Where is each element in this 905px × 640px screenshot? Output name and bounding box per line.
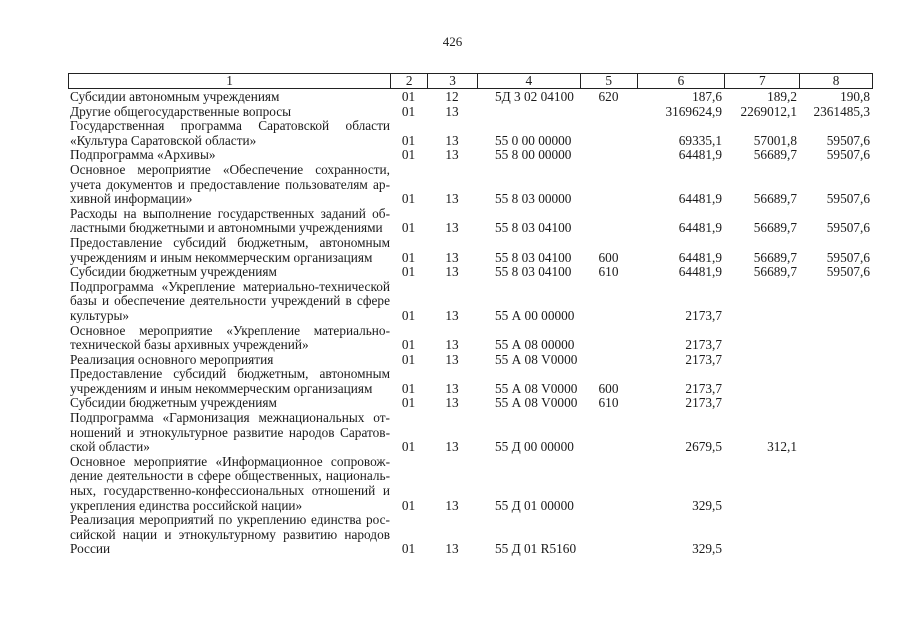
table-row [68, 105, 873, 120]
target-article-code: 55 Д 01 00000 [495, 497, 574, 513]
row-name-line: Субсидии бюджетным учреждениям [70, 265, 277, 280]
row-name-line: Подпрограмма «Архивы» [70, 148, 216, 163]
amount-year-1: 187,6 [692, 89, 722, 104]
row-name-line: ской области» [70, 440, 150, 455]
header-col-6: 6 [637, 74, 725, 88]
row-name-line: базы и обеспечение деятельности учреждений в сфере [70, 294, 390, 309]
expense-type-code: 610 [598, 395, 619, 411]
amount-year-1: 69335,1 [678, 132, 722, 148]
row-name-line: Другие общегосударственные вопросы [70, 104, 292, 119]
row-name [68, 119, 390, 148]
section-code: 01 [401, 380, 416, 396]
row-name-line: сийской нации и этнокультурному развитию народов [70, 527, 390, 542]
row-name-line: Основное мероприятие «Обеспечение сохранности, [70, 162, 390, 177]
amount-year-3: 59507,6 [826, 191, 870, 207]
amount-year-1: 2173,7 [685, 351, 722, 367]
amount-year-1: 2173,7 [685, 380, 722, 396]
section-code: 01 [401, 89, 416, 104]
header-col-5: 5 [580, 74, 637, 88]
table-row [68, 265, 873, 280]
row-name-line: дение деятельности в сфере общественных, националь- [70, 469, 390, 484]
amount-year-1: 329,5 [692, 497, 722, 513]
subsection-code: 13 [445, 395, 459, 411]
subsection-code: 13 [445, 541, 459, 557]
header-col-4: 4 [477, 74, 580, 88]
amount-year-3: 190,8 [840, 89, 870, 104]
row-name [68, 324, 390, 353]
row-name [68, 105, 390, 120]
target-article-code: 55 А 08 00000 [495, 337, 575, 353]
row-name-line: укрепления единства российской нации» [70, 498, 303, 513]
row-name-line: Субсидии автономным учреждениям [70, 90, 280, 104]
target-article-code: 55 8 00 00000 [495, 147, 572, 163]
amount-year-1: 2679,5 [685, 439, 722, 455]
section-code: 01 [401, 541, 416, 557]
target-article-code: 55 Д 01 R5160 [495, 541, 577, 557]
target-article-code: 55 Д 00 00000 [495, 439, 574, 455]
page-number: 426 [442, 34, 463, 49]
expense-type-code: 610 [598, 264, 619, 280]
row-name [68, 163, 390, 207]
section-code: 01 [401, 147, 416, 163]
amount-year-1: 2173,7 [685, 395, 722, 411]
header-col-3: 3 [427, 74, 477, 88]
section-code: 01 [401, 395, 416, 411]
row-name [68, 455, 390, 513]
target-article-code: 55 8 03 04100 [495, 220, 572, 236]
amount-year-3: 59507,6 [826, 147, 870, 163]
subsection-code: 13 [445, 249, 459, 265]
table-row [68, 396, 873, 411]
row-name [68, 148, 390, 163]
row-name-line: «Культура Саратовской области» [70, 133, 257, 148]
subsection-code: 13 [445, 191, 459, 207]
subsection-code: 13 [445, 497, 459, 513]
table-row [68, 353, 873, 368]
table-row [68, 207, 873, 236]
row-name-line: учреждениям и иным некоммерческим организациям [70, 250, 373, 265]
target-article-code: 55 8 03 04100 [495, 264, 572, 280]
row-name-line: Предоставление субсидий бюджетным, автономным [70, 367, 390, 382]
row-name-line: Реализация основного мероприятия [70, 352, 274, 367]
section-code: 01 [401, 351, 416, 367]
row-name [68, 207, 390, 236]
header-col-8: 8 [799, 74, 872, 88]
section-code: 01 [401, 497, 416, 513]
section-code: 01 [401, 103, 416, 119]
table-header [68, 73, 873, 89]
header-col-7: 7 [724, 74, 799, 88]
amount-year-2: 189,2 [767, 89, 797, 104]
row-name-line: хивной информации» [70, 192, 193, 207]
section-code: 01 [401, 249, 416, 265]
row-name-line: Расходы на выполнение государственных заданий об- [70, 206, 390, 221]
row-name-line: ношений и этнокультурное развитие народов Саратов- [70, 425, 390, 440]
row-name-line: Государственная программа Саратовской области [70, 119, 390, 134]
row-name [68, 90, 390, 105]
row-name-line: Предоставление субсидий бюджетным, автономным [70, 235, 390, 250]
row-name-line: Реализация мероприятий по укреплению единства рос- [70, 513, 390, 528]
amount-year-2: 56689,7 [753, 264, 797, 280]
subsection-code: 13 [445, 264, 459, 280]
expense-type-code: 620 [598, 89, 619, 104]
row-name [68, 513, 390, 557]
amount-year-1: 3169624,9 [665, 103, 722, 119]
budget-table [68, 73, 873, 557]
table-body [68, 90, 873, 557]
header-col-1: 1 [226, 73, 233, 88]
section-code: 01 [401, 307, 416, 323]
amount-year-1: 64481,9 [678, 249, 722, 265]
amount-year-3: 59507,6 [826, 132, 870, 148]
target-article-code: 55 А 08 V0000 [495, 351, 578, 367]
expense-type-code: 600 [598, 380, 619, 396]
row-name [68, 411, 390, 455]
row-name [68, 236, 390, 265]
subsection-code: 13 [445, 103, 459, 119]
table-row [68, 455, 873, 513]
row-name-line: Подпрограмма «Гармонизация межнациональных от- [70, 411, 390, 426]
row-name-line: Субсидии бюджетным учреждениям [70, 396, 277, 411]
row-name-line: ных, государственно-конфессиональных отношений и [70, 484, 390, 499]
table-row [68, 90, 873, 105]
row-name-line: учреждениям и иным некоммерческим организациям [70, 381, 373, 396]
subsection-code: 13 [445, 439, 459, 455]
table-row [68, 367, 873, 396]
amount-year-1: 2173,7 [685, 307, 722, 323]
section-code: 01 [401, 439, 416, 455]
target-article-code: 55 8 03 00000 [495, 191, 572, 207]
amount-year-3: 59507,6 [826, 249, 870, 265]
target-article-code: 55 8 03 04100 [495, 249, 572, 265]
table-row [68, 513, 873, 557]
row-name [68, 396, 390, 411]
row-name [68, 353, 390, 368]
row-name [68, 265, 390, 280]
subsection-code: 13 [445, 307, 459, 323]
target-article-code: 55 А 08 V0000 [495, 380, 578, 396]
table-row [68, 411, 873, 455]
subsection-code: 13 [445, 147, 459, 163]
table-row [68, 236, 873, 265]
target-article-code: 55 А 00 00000 [495, 307, 575, 323]
subsection-code: 12 [445, 89, 459, 104]
subsection-code: 13 [445, 380, 459, 396]
section-code: 01 [401, 132, 416, 148]
amount-year-2: 312,1 [767, 439, 797, 455]
row-name-line: технической базы архивных учреждений» [70, 338, 309, 353]
subsection-code: 13 [445, 220, 459, 236]
row-name-line: Основное мероприятие «Укрепление материально- [70, 323, 390, 338]
row-name-line: Основное мероприятие «Информационное сопровож- [70, 454, 390, 469]
table-row [68, 119, 873, 148]
header-col-2: 2 [390, 74, 427, 88]
amount-year-1: 64481,9 [678, 264, 722, 280]
table-row [68, 324, 873, 353]
target-article-code: 5Д 3 02 04100 [495, 89, 574, 104]
row-name-line: России [70, 542, 111, 557]
expense-type-code: 600 [598, 249, 619, 265]
subsection-code: 13 [445, 132, 459, 148]
row-name [68, 280, 390, 324]
subsection-code: 13 [445, 337, 459, 353]
amount-year-2: 56689,7 [753, 191, 797, 207]
row-name-line: культуры» [70, 308, 130, 323]
amount-year-3: 59507,6 [826, 220, 870, 236]
amount-year-2: 57001,8 [753, 132, 797, 148]
amount-year-1: 64481,9 [678, 147, 722, 163]
amount-year-2: 56689,7 [753, 147, 797, 163]
table-row [68, 280, 873, 324]
row-name [68, 367, 390, 396]
section-code: 01 [401, 264, 416, 280]
table-row [68, 163, 873, 207]
table-row [68, 148, 873, 163]
subsection-code: 13 [445, 351, 459, 367]
row-name-line: ластными бюджетными и автономными учреждениями [70, 221, 383, 236]
amount-year-2: 2269012,1 [740, 103, 797, 119]
amount-year-2: 56689,7 [753, 220, 797, 236]
section-code: 01 [401, 220, 416, 236]
amount-year-3: 59507,6 [826, 264, 870, 280]
amount-year-1: 64481,9 [678, 220, 722, 236]
target-article-code: 55 А 08 V0000 [495, 395, 578, 411]
target-article-code: 55 0 00 00000 [495, 132, 572, 148]
section-code: 01 [401, 337, 416, 353]
amount-year-1: 64481,9 [678, 191, 722, 207]
amount-year-2: 56689,7 [753, 249, 797, 265]
amount-year-1: 2173,7 [685, 337, 722, 353]
row-name-line: Подпрограмма «Укрепление материально-технической [70, 279, 390, 294]
section-code: 01 [401, 191, 416, 207]
amount-year-1: 329,5 [692, 541, 722, 557]
row-name-line: учета документов и предоставление пользователям ар- [70, 177, 390, 192]
amount-year-3: 2361485,3 [813, 103, 870, 119]
